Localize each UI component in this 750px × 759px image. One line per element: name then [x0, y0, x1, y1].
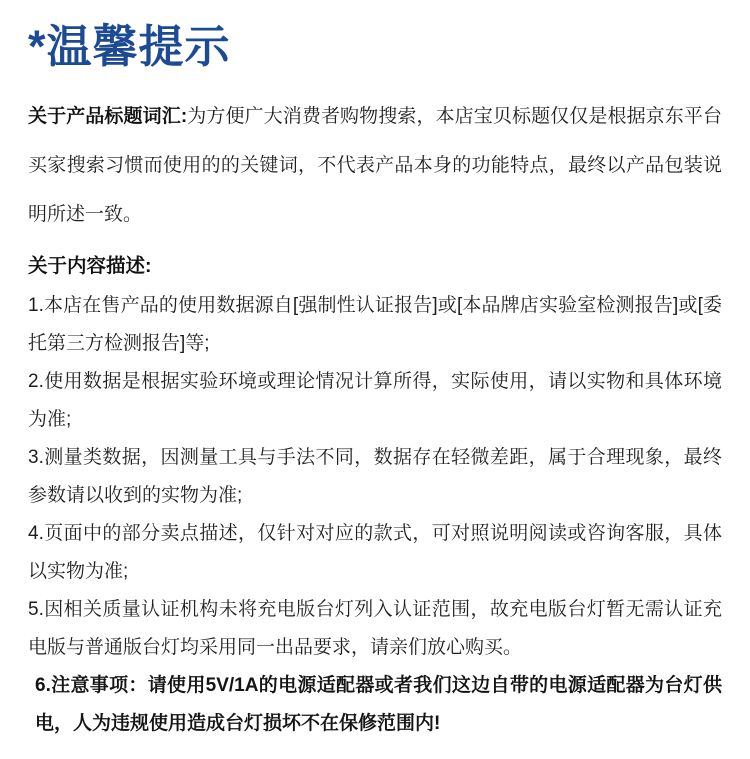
section-heading-content-description: 关于内容描述: [28, 255, 152, 277]
notice-item-6: 6.注意事项：请使用5V/1A的电源适配器或者我们这边自带的电源适配器为台灯供电，人为违规使用造成台灯损坏不在保修范围内! [35, 675, 722, 734]
page-title: *温馨提示 [28, 21, 231, 72]
notice-item-5: 5.因相关质量认证机构未将充电版台灯列入认证范围，故充电版台灯暂无需认证充电版与普通版台灯均采用同一出品要求，请亲们放心购买。 [28, 599, 722, 658]
notice-item-3: 3.测量类数据，因测量工具与手法不同，数据存在轻微差距，属于合理现象，最终参数请以收到的实物为准; [28, 447, 722, 506]
notice-item-4: 4.页面中的部分卖点描述，仅针对对应的款式，可对照说明阅读或咨询客服，具体以实物为准; [28, 523, 722, 582]
notice-item-1: 1.本店在售产品的使用数据源自[强制性认证报告]或[本品牌店实验室检测报告]或[委托第三方检测报告]等; [28, 295, 722, 354]
notice-item-2: 2.使用数据是根据实验环境或理论情况计算所得，实际使用，请以实物和具体环境为准; [28, 371, 722, 430]
intro-paragraph [28, 92, 722, 239]
intro-label: 关于产品标题词汇: [28, 106, 188, 127]
intro-text: 为方便广大消费者购物搜索，本店宝贝标题仅仅是根据京东平台买家搜索习惯而使用的的关键词，不代表产品本身的功能特点，最终以产品包装说明所述一致。 [28, 106, 722, 225]
